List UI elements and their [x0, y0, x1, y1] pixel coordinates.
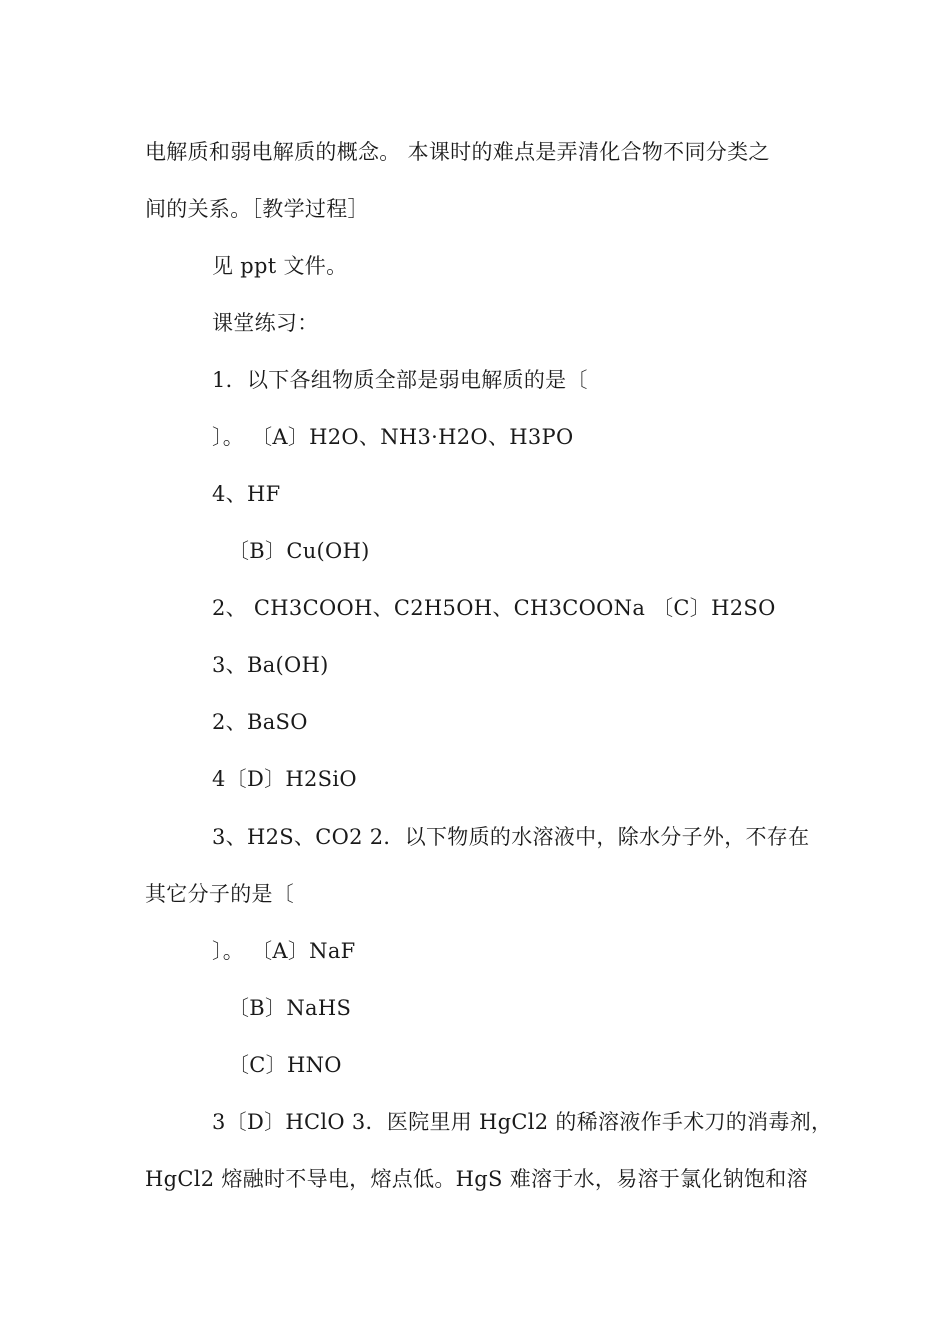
text-line: 电解质和弱电解质的概念。 本课时的难点是弄清化合物不同分类之: [145, 140, 770, 164]
section-heading: 课堂练习：: [212, 311, 319, 335]
text-line: 4、HF: [212, 482, 281, 506]
question-3: 3〔D〕HClO 3．医院里用 HgCl2 的稀溶液作手术刀的消毒剂，: [212, 1110, 833, 1134]
text-line: 2、 CH3COOH、C2H5OH、CH3COONa 〔C〕H2SO: [212, 596, 776, 620]
text-line: 其它分子的是〔: [145, 882, 295, 906]
text-line: 3、Ba(OH): [212, 653, 329, 677]
question-2: 3、H2S、CO2 2．以下物质的水溶液中，除水分子外，不存在: [212, 825, 810, 849]
text-line: 见 ppt 文件。: [212, 254, 348, 278]
text-line: 4〔D〕H2SiO: [212, 767, 357, 791]
question-1: 1．以下各组物质全部是弱电解质的是〔: [212, 368, 588, 392]
text-line: 间的关系。［教学过程］: [145, 197, 369, 221]
text-line: 〔C〕HNO: [228, 1053, 342, 1077]
text-line: 2、BaSO: [212, 710, 308, 734]
text-line: HgCl2 熔融时不导电，熔点低。HgS 难溶于水，易溶于氯化钠饱和溶: [145, 1167, 808, 1191]
text-line: 〕。 〔A〕H2O、NH3·H2O、H3PO: [212, 425, 574, 449]
text-line: 〔B〕Cu(OH): [228, 539, 370, 563]
text-line: 〔B〕NaHS: [228, 996, 352, 1020]
text-line: 〕。 〔A〕NaF: [212, 939, 356, 963]
